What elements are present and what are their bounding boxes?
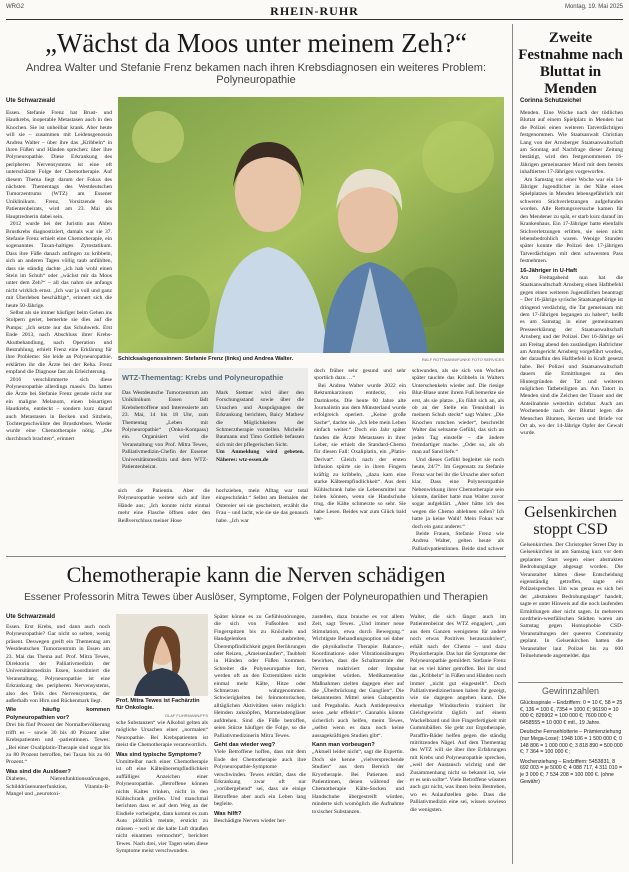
- second-article-col3: [214, 614, 306, 868]
- sidebar-rule: [518, 500, 623, 501]
- second-article-col4: [312, 614, 404, 868]
- portrait-photo-icon: [116, 614, 208, 696]
- question-heading: Wie häufig kommen Polyneuropathien vor?: [6, 707, 110, 721]
- question-heading: Kann man vorbeugen?: [312, 741, 375, 748]
- second-headline: Chemotherapie kann die Nerven schädigen: [66, 562, 446, 587]
- main-article-col3: hochziehen, mein Alltag war total eingeschränkt.“ Selbst am Bemalen der Ostereier sei sie gescheitert, erzählt die Frau – und lacht, wie sie sie das genauch habe. „Ich war: [216, 488, 308, 524]
- main-photo: [118, 97, 504, 353]
- paragraph: Bei Andrea Walter wurde 2022 ein Rektumkarzinom entdeckt, ein Darmkrebs. Die heute 60 Jahre alte Journalistin aus dem Münsterland wurde erfolgreich operiert. „Keine große Sache“, dachte sie. „Ich lebe mein Leben einfach weiter.“ Doch ein Jahr später fanden die Ärzte Metastasen in ihrer Leber, sie erhielt die Standard-Chemo für diesen Fall: Oxaliplatin, ein „Platin-Derivat“. Gleich nach der ersten Infusion spürte sie in ihren Fingern kräftig zu kribbeln, „dazu kam eine starke Kälteempfindlichkeit“. Aus dem Kühlschrank habe sie Lebensmittel nur holen können, wenn sie Handschuhe trug, die Kälte schmerzte so sehr. Sie habe Lesen. Beides war zum Glück bald ver-: [314, 382, 406, 523]
- second-subheadline: Essener Professorin Mitra Tewes über Auslöser, Symptome, Folgen der Polyneuropathien und Therapien: [24, 592, 488, 603]
- question-heading: Was sind typische Symptome?: [116, 751, 202, 758]
- paragraph: Später könne es zu Gefühlsstörungen, die sich von Fußsohlen und Fingerspitzen bis zu Knöcheln und Handgelenken ausbreiten, Überempfindlichkeit gegen Berührungen oder Reizen, „Ameisenlaufen“, Taubheit in Händen oder Füßen kommen. Schreitet die Polyneuropathie fort, werden oft an den Extremitäten nicht einmal mehr Kälte, Hitze oder Schmerzen wahrgenommen. Schwierigkeiten bei feinmotorischen, alltäglichen Aktivitäten seien möglich: Hemden zuknöpfen, Marmeladengläser aufdrehen. Sind die Füße betroffen, seien Stürze häufiger die Folge, so die Palliativmedizinerin Mitra Tewes.: [214, 614, 306, 739]
- paragraph: 2016 verschlimmerte sich diese Polyneuropathie allerdings massiv. Da hatten die Ärzte bei Stefanie Frenz gerade nicht nur ein maligne Melanom, einen bösartigen Hautkrebs, entdeckt – sondern kurz darauf auch Metastasen in Becken und Sitzbein, Tochtergeschwülste des Brustkrebses. Wieder wurde eine Chemotherapie nötig. „Die durchbrach brachten“, erinnert: [6, 376, 112, 442]
- main-article-col4: [314, 368, 406, 552]
- info-box-title: WTZ-Thementag: Krebs und Polyneuropathie: [122, 373, 284, 382]
- paragraph: Am Freitagabend nun hat die Staatsanwaltschaft Arnsberg einen Haftbefehl gegen einen weiteren Jugendlichen beantragt – Der 16-jährige syrische Staatsangehörige ist dringend verdächtig, die Tat gemeinsam mit dem 17-Jährigen begangen zu haben“, heißt es am Samstag in einer gemeinsamen Presseerklärung der Staatsanwaltschaft Arnsberg und der Polizei. Der 16-Jährige sei am Freitag abend den zuständigen Haftrichter am Amtsgericht Arnsberg vorgeführt worden, der daraufhin den Haftbefehl in Kraft gesetzt habe. Bei Polizei und Staatsanwaltschaft dauern die Ermittlungen zu den Hintergründen der Tat und weiteren möglichen Tatbeteiligten an. Am Tatort in Menden sind die Zeichen der Trauer und der Anteilnahme weiterhin sichtbar. Auch am Wochenende nach der Bluttat legen die Menschen Blumen, Kerzen und Briefe vor Ort ab, wo der 14-Jährige Opfer der Gewalt wurde.: [520, 274, 623, 437]
- main-article-col5: [412, 368, 504, 552]
- second-article-col1: [6, 624, 110, 868]
- lotto-block: Glücksspirale – Endziffern: 0 = 10 €, 58 = 25 €, 136 = 100 €, 7354 = 1000 €; 96190 = 10 000 €; 826902 = 100 000 €; 7600 000 €; 6458555 = 10 000 € mtl., 19 Jahre.: [520, 700, 623, 726]
- portrait-photo-icon: [118, 97, 504, 353]
- main-article-col2: sich die Patientin. Aber die Polyneuropathie weitete sich auf ihre Hände aus: „Ich konnte nicht einmal mehr eine Flasche öffnen oder den Reißverschluss meiner Hose: [118, 488, 210, 524]
- main-subheadline: Andrea Walter und Stefanie Frenz bekamen nach ihren Krebsdiagnosen ein weiteres Problem: Polyneuropathie: [25, 62, 487, 86]
- second-article-col5: Walter, die sich längst auch im Patientenbeirat des WTZ engagiert, „um aus dem Ganzen wenigstens für andere noch etwas Positives herauszuholen“, erhält nach der Chemo – und dazu Physiotherapie. Das hat die Symptome der Polyneuropathie gemildert. Stefanie Frenz hat es viel härter getroffen. Bei ihr sind das „Kribbeln“ in Füßen und Händen noch immer „nicht gut eingestellt“. Doch Palliativmedizinerinnen haben ihr gezeigt, wie sie dagegen angehen kann. Die ehemalige Windsurferin trainiert ihr Gleichgewicht täglich auf einem Wackelboard und ihre Fingerfertigkeit mit Gummibällen. Sie geht zur Ergotherapie, Paraffin-Bäder helfen gegen die ständig mitritzenden Nägel. Auf dem Thementag des WTZ will sie über ihre Erfahrungen mit Krebs und Polyneuropathie sprechen, „weil der Austausch wichtig und der Zusammenhang nicht so bekannt ist, wie er es sein sollte“. Viele Betroffene wüssten auch gar nicht, was ihnen beim Bestreben, wo es Anlaufstellen gebe. Dass die Palliativmedizin eine sei, wissen sowieso die wenigsten.: [410, 614, 506, 813]
- main-author: Ute Schwarzwald: [6, 98, 56, 104]
- paragraph: schwunden, als sie sich von Wochen später tauchte das Kribbeln in Walters Unterschenkeln wieder auf. Die riesige Blut-Blase unter ihrem Fuß bemerkte sie erst, als sie platze. „Es fühlt sich an, als ob an der Stelle ein Tennisball in meinem Schuh steckt“ sagt Walter. „Die Knochen rutschen wieder“, beschreibt Walter das seltsame Gefühl, das sich an jeden Tag einstelle – die ändere fremdartiger mache. „Oder so, als ob man auf Sand liefe.“: [412, 368, 504, 456]
- second-article-col2: [116, 720, 208, 868]
- paragraph: Am Samstag vor einer Woche war ein 14-Jähriger Jugendlicher in der Nähe eines Spielplatzes in Menden lebensgefährlich mit schweren Stichverletzungen aufgefunden worden. Alle Rettungsversuche kamen für den Mendener zu spät, er starb kurz darauf im Krankenhaus. Ein 17-Jähriger hatte ebenfalls Stichverletzungen erlitten, sie seien nicht lebensbedrohlich waren. Wenige Stunden später konnte die Polizei den 17-jährigen Tatverdächtigen mit dem schwersten Pass festnehmen.: [520, 176, 623, 265]
- sidebar-subheading: 16-Jähriger in U-Haft: [520, 267, 578, 274]
- paragraph: Selbst als sie immer häufiger beim Gehen ins Stolpern geriet, bemerkte sie dies auf die Pumps: „Ich setzte nur das Schuhwerk. Erst Ende 2013, nach Abschluss ihrer Krebs-Akutbehandlung, nach Operation und Bestrahlung, erhielt Frenz eine Erklärung für ihre Probleme: Sie leide an Polyneuropathie, erklärten ihr die Ärzte bei der Reha. Frenz empfand die Diagnose fast als Erleichterung.: [6, 309, 112, 376]
- section-title: RHEIN-RUHR: [270, 4, 359, 18]
- question-heading: Was sind die Auslöser?: [6, 768, 71, 775]
- paragraph: „Aktuell leider nicht“, sagt die Expertin. Doch sie kenne „vielversprechende Studien“ aus dem Bereich der Kryotherapie. Bei Patienten und Patientinnen, denen während der Chemotherapie Kälte-Socken und Handschuhe übergestreift würden, minderte sich womöglich die Aufnahme toxischer Substanzen.: [312, 749, 404, 815]
- lotto-block: Wochenziehung – Endziffern: 5453831, 8 692 003 = je 5000 €; 4 088 717, 4 311 010 = je 3 000 €; 7 534 208 = 100 000 €. (ohne Gewähr): [520, 758, 623, 785]
- section-rule: [6, 556, 506, 557]
- question-heading: Was hilft?: [214, 810, 242, 817]
- header-rule: [6, 19, 623, 20]
- paragraph: Essen. Stefanie Frenz hat Brust- und Hautkrebs, inoperable Metastasen auch in den Knochen. Sie ist unheilbar krank. Aber heute will sie – zusammen mit Leidensgenossin Andrea Walter – über ihre das „Kribbeln“ in ihren Füßen und Händen sprechen: über ihre Polyneuropathie. Diese Erkrankung des peripheren Nervensystems ist eine oft unterschätzte Folge der Chemotherapie. Auf diesem Thema liegt darum der Fokus des nächsten Thementags des Westdeutschen Tumorzentrums (WTZ) am Essener Uniklinikum. Frenz, Vorsitzende des Patientenbeirats, wird am 23. Mai als Hauptrednerin dabei sein.: [6, 110, 112, 220]
- paragraph: Und dieses Gefühl begleitet sie noch heute, 24/7“. Im Gegensatz zu Stefanie Frenz war bei ihr die Ursache aber sofort klar. Dass eine Polyneuropathie Nebenwirkung ihrer Chemotherapie sein könnte, darüber hatte man Walter zuvor sogar aufgeklärt. „Aber hätte ich des wegen die Chemo ablehnen sollen? Ich hatte ja keine Wahl! Mein Fokus war doch ein ganz anderer.“: [412, 456, 504, 530]
- photo-credit: RALF ROTTMANN/FUNKE FOTO SERVICES: [421, 357, 504, 362]
- info-box: [118, 368, 308, 484]
- paragraph: doch früher sehr gesund und sehr sportlich dazu …“: [314, 368, 406, 382]
- sidebar-rule: [518, 682, 623, 683]
- question-heading: Geht das wieder weg?: [214, 741, 276, 748]
- sidebar-headline: Zweite Festnahme nach Bluttat in Menden: [518, 30, 623, 97]
- sidebar-divider: [512, 24, 513, 864]
- edition-code: WRG2: [6, 4, 24, 10]
- paragraph: Menden. Eine Woche nach der tödlichen Bluttat auf einem Spielplatz in Menden hat die Polizei einen weiteren Tatverdächtigen festgenommen. Wie Staatsanwalt Christian Lang von der Arnsberger Staatsanwaltschaft am Sonntag auf Nachfrage dieser Zeitung bestätigt, wird den festgenommenen 16-Jährigen gemeinsamer Mord mit dem bereits inhaftierten 17-Jährigen vorgeworfen.: [520, 110, 623, 176]
- tewes-credit: OLAF FUHRMANN/FFS: [164, 713, 208, 718]
- lotto-numbers: [520, 700, 623, 866]
- paragraph: 2012 wurde bei der Juristin aus Ahlen Brustkrebs diagnostiziert, damals war sie 37. Stefanie Frenz erhielt eine Chemotherapie, ein sogenanntes Taxan-haltiges Zytostatikum. Dass ihre Füße danach anfingen zu kribbeln, sich an anderen Tagen völlig taub anfühlten, dass sie ständig dachte „ich hab wohl einen Stein im Schuh“ oder „wächst mir da Moos unter dem Zeh?“ – all das nahm sie anfangs nicht wirklich ernst. „Ich war ja voll und ganz mit Überleben beschäftigt“, erinnert sich die heute 50-Jährige.: [6, 221, 112, 309]
- photo-caption: Schicksalsgenossinnen: Stefanie Frenz (links) und Andrea Walter.: [118, 356, 294, 362]
- info-box-col1: Das Westdeutsche Tumorzentrum am Uniklinikum Essen lädt Krebsbetroffene und Interessierte am 23. Mai, 14 bis 18 Uhr, zum Thementag „Leben mit Polyneuropathie“ (Onko-Kompass) ein. Organisiert wird die Veranstaltung von Prof. Mitra Tewes, Palliativmedizin-Chefin der Essener Universitätsmedizin und dem WTZ-Patientenbeirat.: [122, 390, 208, 471]
- paragraph: Mark Stettner wird über den Forschungsstand sowie über die Ursachen und Ausprägungen der Erkrankung berichten, Baicy Mathew die Möglichkeiten der Schmerztherapie vorstellen. Michelle Baumann und Timo Gottlieb befassen sich mit der pflegerischen Sicht.: [216, 390, 304, 448]
- paragraph: sche Substanzen“ wie Alkohol gelten als mögliche Ursachen einer „normalen“ Neuropathie. Bei Krebspatienten ist meist die Chemotherapie verantwortlich.: [116, 720, 208, 749]
- csd-headline: Gelsenkirchen stoppt CSD: [524, 504, 617, 538]
- info-box-col2: [216, 390, 304, 482]
- main-headline: „Wächst da Moos unter meinem Zeh?“: [44, 28, 468, 58]
- tewes-caption: Prof. Mitra Tewes ist Fachärztin für Onkologie.: [116, 698, 200, 711]
- paragraph: Beide Frauen, Stefanie Frenz wie Andrea Walter, gelten heute als Palliativpatientinnen. Beide sind schwer: [412, 530, 504, 552]
- paragraph: Drei bis fünf Prozent der Normalbevölkerung trifft es – sowie 30 bis 40 Prozent aller Krebspatienten und -patientinnen. Tewes: „Bei einer Oxaliplatin-Therapie sind sogar bis zu 80 Prozent betroffen, bei Taxan bis zu 60 Prozent.“: [6, 722, 110, 766]
- paragraph: Viele Betroffene hoffen, dass mit dem Ende der Chemotherapie auch ihre Polyneuropathie-Symptome verschwinden. Tewes erklärt, dass die Erkrankung zwar oft nur „vorübergehend“ sei, dass sie einige Betroffene aber auch ein Leben lang begleite.: [214, 749, 306, 808]
- issue-date: Montag, 19. Mai 2025: [564, 4, 623, 10]
- tewes-photo: [116, 614, 208, 696]
- paragraph: Um Anmeldung wird gebeten. Näheres: wtz-essen.de: [216, 449, 304, 463]
- sidebar-author: Corinna Schutzeichel: [520, 98, 582, 104]
- paragraph: Beschädigte Nerven wieder her-: [214, 817, 287, 824]
- paragraph: Essen. Erst Krebs, und dann auch noch Polyneuropathie? Gar nicht so selten, wenig präsent. Deswegen greift ein Thementag am Westdeutschen Tumorzentrum in Essen am 23. Mai das Thema auf. Prof. Mitra Tewes, Direktorin der Palliativmedizin der Universitätsmedizin Essen, koordiniert die Veranstaltung. Polyneuropathie ist eine Erkrankung des peripheren Nervensystems, also des Teils des Nervensystems, der außerhalb von Hirn und Rückenmark liegt.: [6, 624, 110, 705]
- main-article-col1: [6, 110, 112, 552]
- paragraph: zustellen, dazu brauche es vor allem Zeit, sagt Tewes. „Und immer neue Stimulation, etwa durch Bewegung.“ Wichtigste Behandlungsoption sei daher die physikalische Therapie: Balance-, Koordinations- oder Vibrationsübungen bewirken, dass die Schaltzentrale der Nerven reaktiviert oder Impulse umgeleitet würden. Medikamentöse Maßnahmen zielten dagegen eher auf die „Überbrückung der Ganglien“. Die bekanntesten Mittel seien Gabapentin und Pregabalin. Auch Antidepressiva seien „sehr effektiv“. Cannabis könnte sicherlich auch helfen, meint Tewes, „selbst wenn es dazu noch keine aussagekräftigen Studien gibt“.: [312, 614, 404, 739]
- second-author: Ute Schwarzwald: [6, 614, 56, 620]
- lotto-block: Deutsche Fernsehlotterie – Prämienziehung (nur Mega-Lose): 1948 106 = 1 500 000 €; 0 148 806 = 1 000 000 €; 3 818 890 = 500 000 €; 7 364 = 100 000 € ;: [520, 729, 623, 756]
- sidebar-article: [520, 110, 623, 496]
- csd-article: Gelsenkirchen. Der Christopher Street Day in Gelsenkirchen ist am Samstag kurz vor dem geplanten Start wegen einer abstrakten Bedrohungslage abgesagt worden. Die Veranstalter hätten diese Entscheidung eigenständig getroffen, sagte ein Polizeisprecher. Um was genau es sich bei der „abstrakten Bedrohungslage“ handelt, sagte er unter Hinweis auf die noch laufenden Ermittlungen aber nicht sagen. In mehreren nordrhein-westfälischen Städten waren am Samstag gegen Homophobie CSD-Veranstaltungen der queeren Community geplant. In Gelsenkirchen hatten die Veranstalter laut Polizei bis zu 600 Teilnehmende angemeldet. dpa: [520, 542, 623, 660]
- paragraph: Diabetes, Nierenfunktionsstörungen, Schilddrüsenunterfunktion, Vitamin-B-Mangel und „neurotoxi-: [6, 776, 110, 797]
- paragraph: Unmittelbar nach einer Chemotherapie ist oft eine Kälteüberempfindlichkeit auffälliges Anzeichen einer Polyneuropathie. „Betroffene können nichts Kaltes trinken, nicht in den Kühlschrank greifen. Und manchmal berichten dass er auf dem Weg an der Eisdiele vorbeigeht, dann kommt es zum Auto plötzlich meinte, erstickt zu müssen – weil er die kalte Luft draußen nicht einatmen vermochte“, berichtet Tewes. Nach drei, vier Tagen seien diese Symptome meist verschwunden.: [116, 759, 208, 854]
- lotto-title: Gewinnzahlen: [541, 686, 600, 696]
